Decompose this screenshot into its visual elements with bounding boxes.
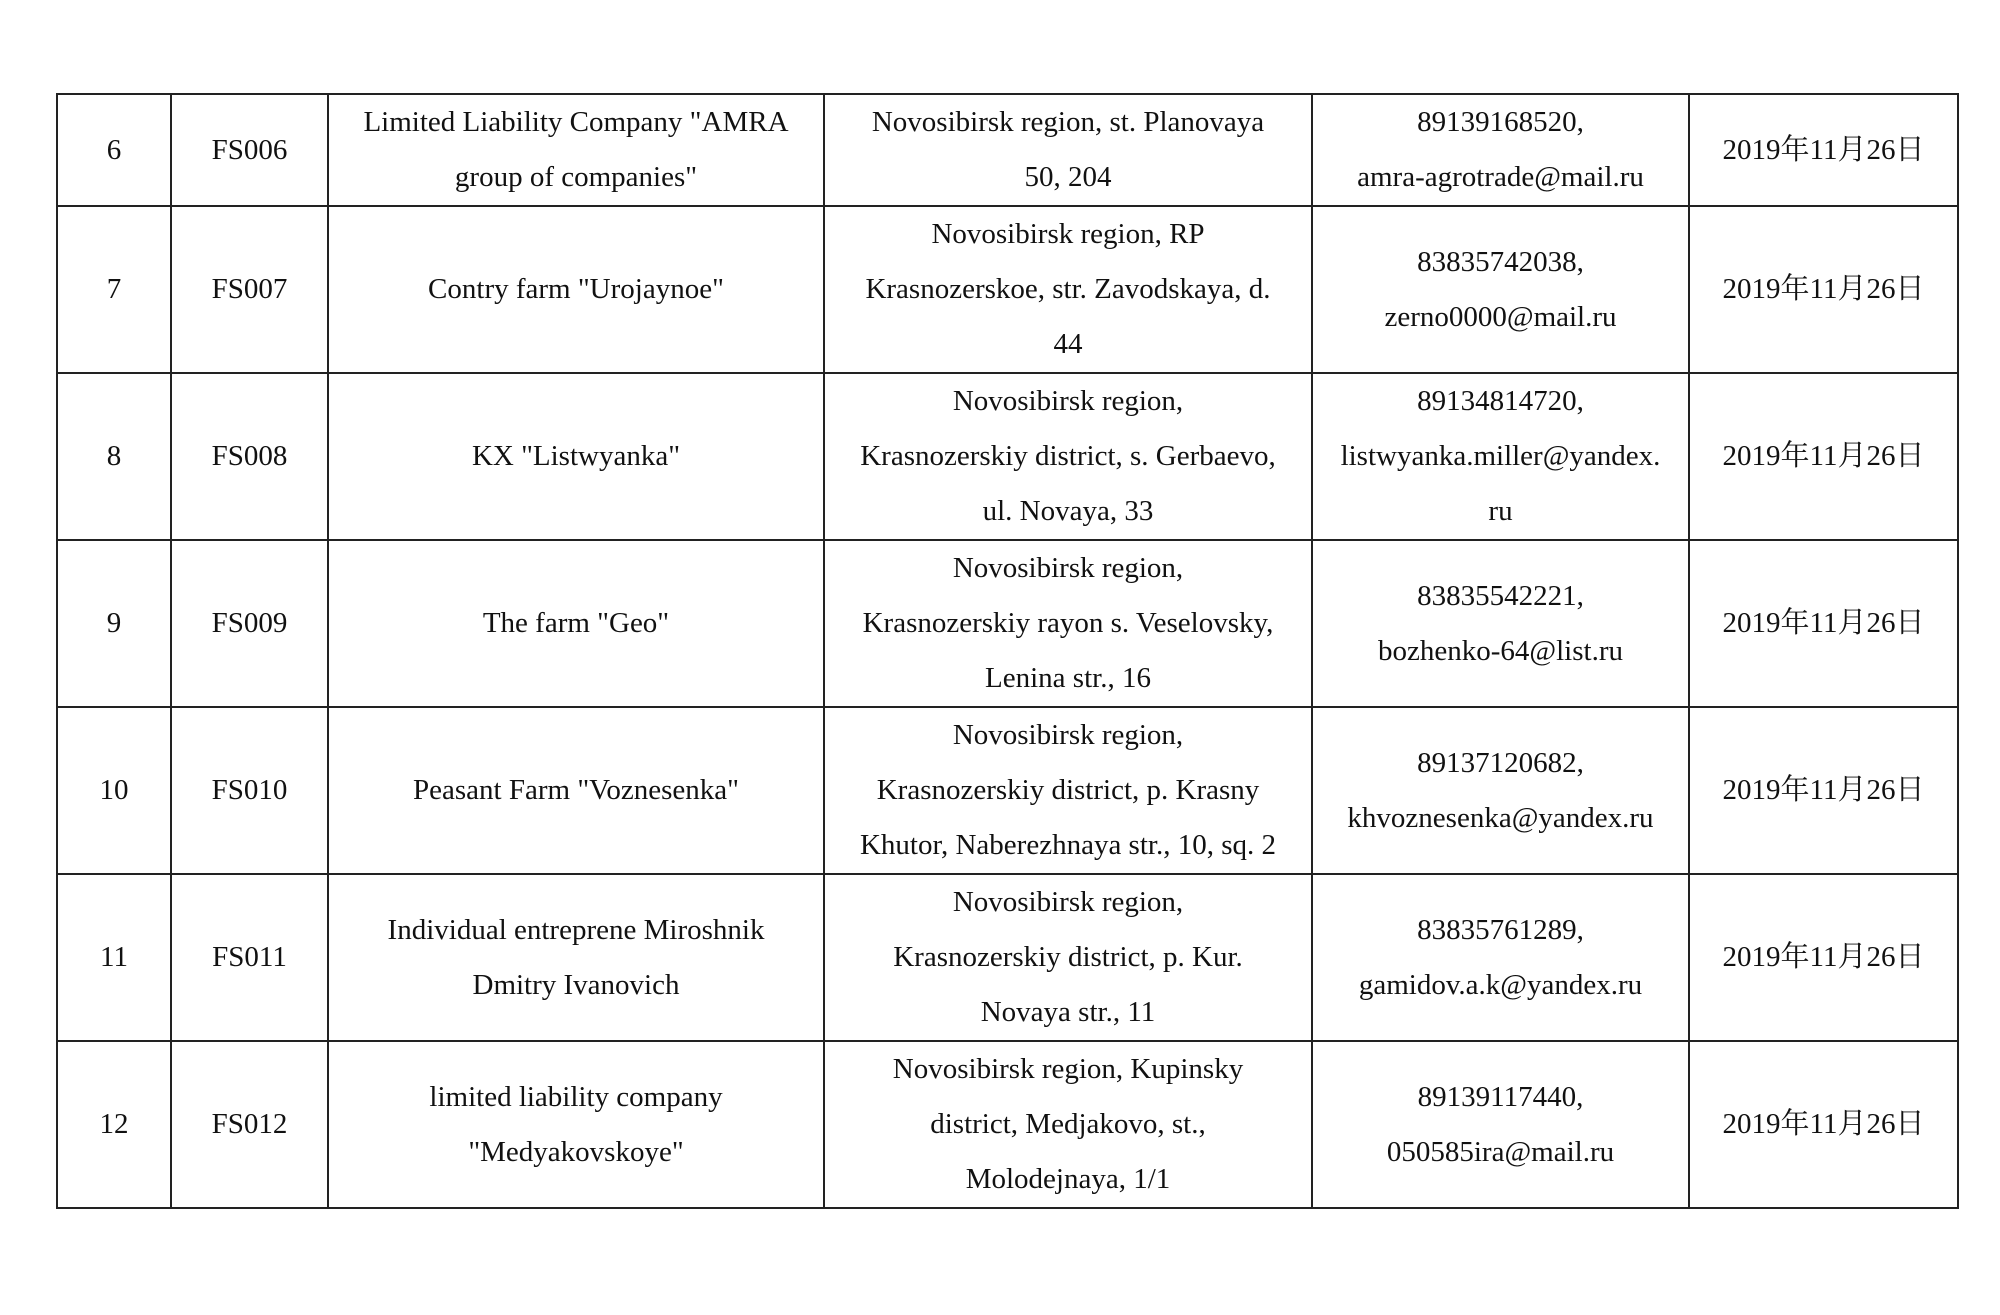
address	[824, 1041, 1312, 1208]
contact-line: 89134814720,	[1417, 385, 1584, 417]
address	[824, 707, 1312, 874]
company-name	[328, 874, 824, 1041]
company-name	[328, 1041, 824, 1208]
row-code: FS007	[171, 206, 328, 373]
address	[824, 94, 1312, 206]
row-code: FS009	[171, 540, 328, 707]
table-row	[57, 206, 1958, 373]
contact	[1312, 94, 1689, 206]
contact-line: amra-agrotrade@mail.ru	[1357, 161, 1644, 193]
address-line: ul. Novaya, 33	[982, 495, 1154, 527]
name-line: "Medyakovskoye"	[468, 1135, 684, 1168]
contact-line: 89139117440,	[1417, 1080, 1584, 1113]
address-line: 44	[1053, 328, 1083, 360]
address-line: Krasnozerskiy district, p. Krasny	[876, 774, 1260, 806]
contact-line: ru	[1488, 495, 1513, 527]
contact-line: 83835742038,	[1417, 245, 1584, 278]
contact	[1312, 206, 1689, 373]
address-line: Khutor, Naberezhnaya str., 10, sq. 2	[859, 829, 1276, 861]
table-row	[57, 707, 1958, 874]
contact-line: zerno0000@mail.ru	[1384, 300, 1617, 333]
contact-line: 050585ira@mail.ru	[1386, 1135, 1615, 1168]
address-line: Novosibirsk region, st. Planovaya	[871, 106, 1265, 138]
date: 2019年11月26日	[1689, 206, 1958, 373]
table-row	[57, 1041, 1958, 1208]
name-line: Individual entreprene Miroshnik	[387, 913, 765, 946]
company-name	[328, 206, 824, 373]
address-line: district, Medjakovo, st.,	[930, 1108, 1206, 1140]
contact-line: 89139168520,	[1417, 106, 1584, 138]
name-line: Limited Liability Company "AMRA	[363, 106, 789, 138]
name-line: Peasant Farm "Voznesenka"	[413, 774, 739, 806]
contact-line: listwyanka.miller@yandex.	[1340, 440, 1661, 472]
date: 2019年11月26日	[1689, 373, 1958, 540]
date: 2019年11月26日	[1689, 874, 1958, 1041]
name-line: limited liability company	[429, 1080, 723, 1113]
contact-line: 89137120682,	[1417, 746, 1584, 779]
contact-line: 83835761289,	[1417, 913, 1584, 946]
address	[824, 874, 1312, 1041]
name-line: Dmitry Ivanovich	[472, 968, 680, 1001]
contact-line: bozhenko-64@list.ru	[1378, 634, 1623, 667]
row-number: 11	[57, 874, 171, 1041]
row-code: FS012	[171, 1041, 328, 1208]
name-line: KX "Listwyanka"	[471, 440, 681, 472]
row-code: FS006	[171, 94, 328, 206]
address	[824, 373, 1312, 540]
address-line: Krasnozerskiy district, p. Kur.	[893, 941, 1243, 973]
address-line: Novosibirsk region,	[952, 385, 1184, 417]
registry-table	[56, 93, 1959, 1209]
row-number: 10	[57, 707, 171, 874]
contact	[1312, 874, 1689, 1041]
address-line: Novosibirsk region,	[952, 719, 1184, 751]
address-line: Novosibirsk region,	[952, 552, 1184, 584]
address-line: Lenina str., 16	[985, 662, 1151, 694]
address-line: Novosibirsk region, RP	[931, 218, 1205, 250]
address-line: Krasnozerskiy district, s. Gerbaevo,	[860, 440, 1276, 472]
company-name	[328, 707, 824, 874]
company-name	[328, 94, 824, 206]
address-line: Molodejnaya, 1/1	[965, 1163, 1171, 1195]
table-row	[57, 373, 1958, 540]
date: 2019年11月26日	[1689, 707, 1958, 874]
name-line: group of companies"	[454, 161, 698, 193]
table-row	[57, 94, 1958, 206]
row-code: FS010	[171, 707, 328, 874]
table-row	[57, 540, 1958, 707]
address-line: Krasnozerskoe, str. Zavodskaya, d.	[865, 273, 1271, 305]
address	[824, 206, 1312, 373]
table-row	[57, 874, 1958, 1041]
contact	[1312, 1041, 1689, 1208]
company-name	[328, 373, 824, 540]
address-line: Novaya str., 11	[980, 996, 1156, 1028]
contact-line: 83835542221,	[1417, 579, 1584, 612]
row-code: FS011	[171, 874, 328, 1041]
row-number: 9	[57, 540, 171, 707]
address-line: Krasnozerskiy rayon s. Veselovsky,	[862, 607, 1274, 639]
company-name	[328, 540, 824, 707]
row-number: 8	[57, 373, 171, 540]
contact-line: khvoznesenka@yandex.ru	[1347, 801, 1654, 834]
address-line: Novosibirsk region, Kupinsky	[892, 1053, 1244, 1085]
contact	[1312, 707, 1689, 874]
name-line: Contry farm "Urojaynoe"	[428, 273, 724, 305]
address-line: Novosibirsk region,	[952, 886, 1184, 918]
row-number: 12	[57, 1041, 171, 1208]
row-number: 7	[57, 206, 171, 373]
date: 2019年11月26日	[1689, 1041, 1958, 1208]
contact-line: gamidov.a.k@yandex.ru	[1358, 968, 1643, 1001]
name-line: The farm "Geo"	[482, 607, 670, 639]
date: 2019年11月26日	[1689, 540, 1958, 707]
address	[824, 540, 1312, 707]
address-line: 50, 204	[1024, 161, 1112, 193]
row-number: 6	[57, 94, 171, 206]
contact	[1312, 373, 1689, 540]
contact	[1312, 540, 1689, 707]
date: 2019年11月26日	[1689, 94, 1958, 206]
row-code: FS008	[171, 373, 328, 540]
